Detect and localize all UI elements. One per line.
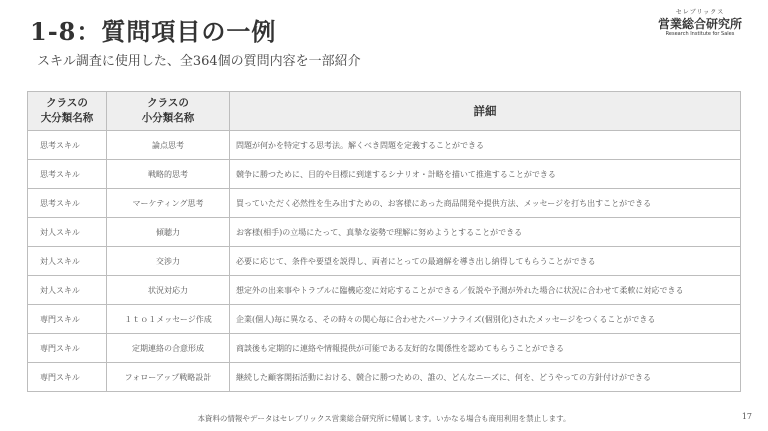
cell-major: 専門スキル <box>28 363 107 392</box>
logo-english: Research Institute for Sales <box>665 31 735 37</box>
header-minor-line1: クラスの <box>147 97 189 109</box>
cell-detail: 想定外の出来事やトラブルに臨機応変に対応することができる／仮説や予測が外れた場合に状況に合わせて柔軟に対応できる <box>230 276 741 305</box>
cell-detail: 継続した顧客開拓活動における、競合に勝つための、誰の、どんなニーズに、何を、どうやっての方針付けができる <box>230 363 741 392</box>
cell-major: 対人スキル <box>28 218 107 247</box>
header-minor-line2: 小分類名称 <box>141 112 195 124</box>
page-subtitle: スキル調査に使用した、全364個の質問内容を一部紹介 <box>37 54 361 69</box>
table-header-row <box>28 92 741 131</box>
header-major-class <box>28 92 107 131</box>
cell-detail: お客様(相手)の立場にたって、真摯な姿勢で理解に努めようとすることができる <box>230 218 741 247</box>
copyright-footer: 本資料の情報やデータはセレブリックス営業総合研究所に帰属します。いかなる場合も商用利用を禁止します。 <box>197 414 571 423</box>
table-row <box>28 276 741 305</box>
cell-detail: 企業(個人)毎に異なる、その時々の関心毎に合わせたパーソナライズ(個別化)されたメッセージをつくることができる <box>230 305 741 334</box>
logo-ruby: セレブリックス <box>675 9 725 16</box>
table-row <box>28 305 741 334</box>
cell-minor: 交渉力 <box>107 247 230 276</box>
cell-major: 専門スキル <box>28 305 107 334</box>
table-row <box>28 131 741 160</box>
table-row <box>28 363 741 392</box>
company-logo <box>658 9 742 38</box>
page-number: 17 <box>741 412 752 421</box>
header-major-line2: 大分類名称 <box>40 112 94 124</box>
cell-minor: 戦略的思考 <box>107 160 230 189</box>
table-row <box>28 218 741 247</box>
cell-minor: 定期連絡の合意形成 <box>107 334 230 363</box>
cell-major: 専門スキル <box>28 334 107 363</box>
header-detail: 詳細 <box>230 92 741 131</box>
cell-minor: 傾聴力 <box>107 218 230 247</box>
table-row <box>28 247 741 276</box>
cell-major: 思考スキル <box>28 131 107 160</box>
cell-detail: 商談後も定期的に連絡や情報提供が可能である友好的な関係性を認めてもらうことができる <box>230 334 741 363</box>
cell-detail: 買っていただく必然性を生み出すための、お客様にあった商品開発や提供方法、メッセージを打ち出すことができる <box>230 189 741 218</box>
header-major-line1: クラスの <box>46 97 88 109</box>
cell-detail: 必要に応じて、条件や要望を説得し、両者にとっての最適解を導き出し納得してもらうことができる <box>230 247 741 276</box>
cell-major: 対人スキル <box>28 247 107 276</box>
cell-major: 対人スキル <box>28 276 107 305</box>
cell-minor: １ｔｏ１メッセージ作成 <box>107 305 230 334</box>
cell-major: 思考スキル <box>28 160 107 189</box>
header-minor-class <box>107 92 230 131</box>
cell-minor: 状況対応力 <box>107 276 230 305</box>
cell-detail: 問題が何かを特定する思考法。解くべき問題を定義することができる <box>230 131 741 160</box>
table-row <box>28 334 741 363</box>
cell-major: 思考スキル <box>28 189 107 218</box>
table-row <box>28 189 741 218</box>
cell-minor: マーケティング思考 <box>107 189 230 218</box>
cell-minor: 論点思考 <box>107 131 230 160</box>
table-row <box>28 160 741 189</box>
cell-detail: 競争に勝つために、目的や目標に到達するシナリオ・計略を描いて推進することができる <box>230 160 741 189</box>
question-table <box>27 91 741 392</box>
cell-minor: フォローアップ戦略設計 <box>107 363 230 392</box>
page-title: 1-8：質問項目の一例 <box>30 17 277 46</box>
logo-main: 営業総合研究所 <box>658 17 743 31</box>
